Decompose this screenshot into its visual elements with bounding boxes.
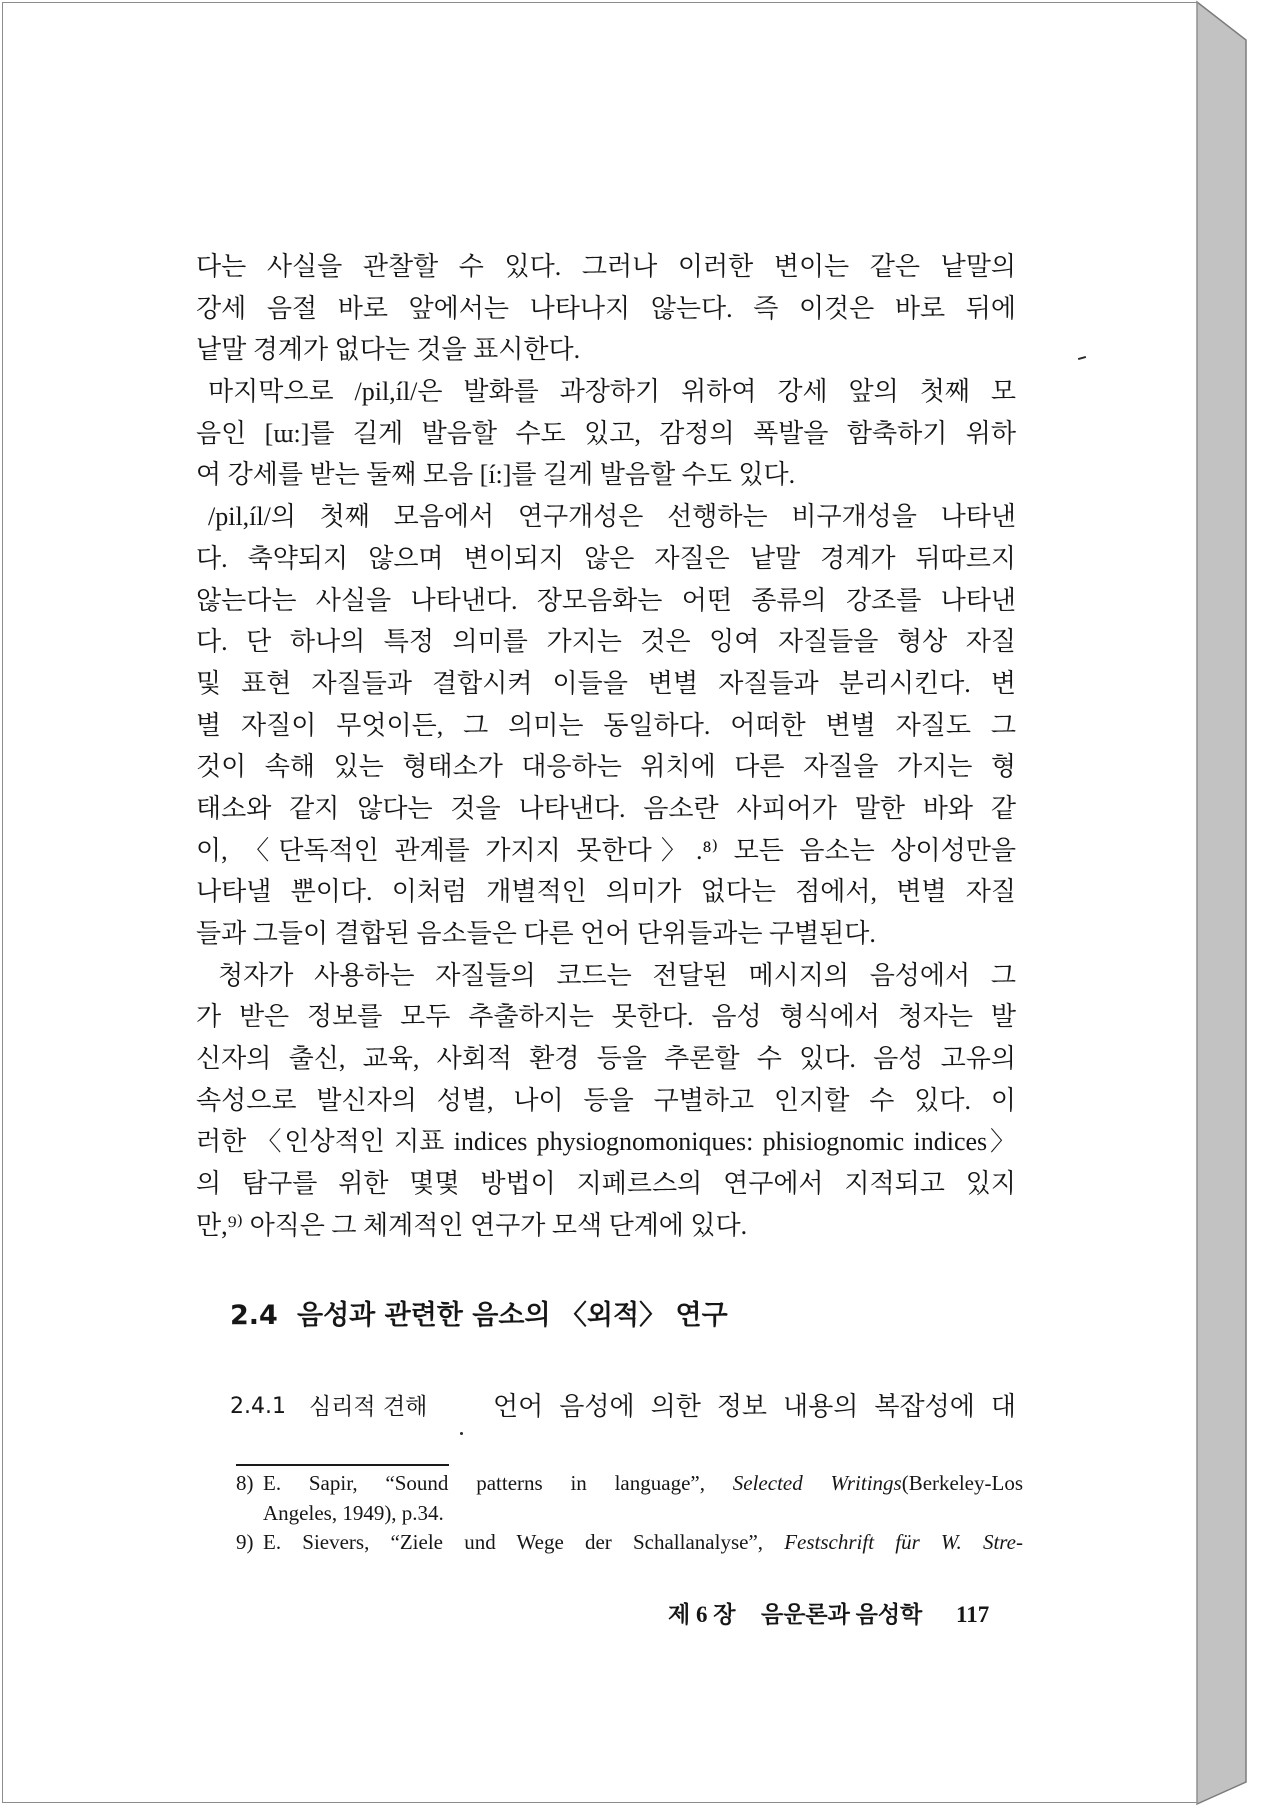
- body-line: 들과 그들이 결합된 음소들은 다른 언어 단위들과는 구별된다.: [196, 919, 876, 948]
- page-number: 117: [956, 1602, 990, 1627]
- section-title: 음성과 관련한 음소의 〈외적〉 연구: [297, 1300, 728, 1331]
- footnote-rule: [236, 1464, 449, 1466]
- subsection-text: 언어 음성에 의한 정보 내용의 복잡성에 대: [493, 1392, 1016, 1421]
- body-line: 러한 〈인상적인 지표 indices physiognomoniques: phisiognomic indices〉: [196, 1127, 1016, 1157]
- body-line: 이, 〈단독적인 관계를 가지지 못한다〉.⁸⁾ 모든 음소는 상이성만을: [196, 835, 1016, 865]
- body-line: /pil,íl/의 첫째 모음에서 연구개성은 선행하는 비구개성을 나타낸: [208, 502, 1016, 532]
- body-line: 태소와 같지 않다는 것을 나타낸다. 음소란 사피어가 말한 바와 같: [196, 793, 1016, 823]
- footnote-line: Angeles, 1949), p.34.: [263, 1500, 444, 1525]
- subsection-number: 2.4.1: [230, 1394, 286, 1419]
- body-line: 음인 [ɯ:]를 길게 발음할 수도 있고, 감정의 폭발을 함축하기 위하: [196, 418, 1016, 448]
- body-line: 마지막으로 /pil,íl/은 발화를 과장하기 위하여 강세 앞의 첫째 모: [208, 377, 1016, 407]
- footnote-text: E. Sievers, “Ziele und Wege der Schallanalyse”,: [263, 1530, 785, 1554]
- body-text: [196, 246, 1016, 1247]
- body-line: 낱말 경계가 없다는 것을 표시한다.: [196, 335, 581, 365]
- footnote-book-title: Selected Writings: [732, 1471, 902, 1495]
- footnote-text: E. Sapir, “Sound patterns in language”,: [263, 1471, 733, 1495]
- body-line: 나타낼 뿐이다. 이처럼 개별적인 의미가 없다는 점에서, 변별 자질: [196, 877, 1016, 907]
- footnote-line: [263, 1528, 1023, 1558]
- section-heading: [230, 1296, 728, 1336]
- body-line: 의 탐구를 위한 몇몇 방법이 지페르스의 연구에서 지적되고 있지: [196, 1169, 1016, 1199]
- body-line: 여 강세를 받는 둘째 모음 [í:]를 길게 발음할 수도 있다.: [196, 460, 796, 490]
- body-line: 다는 사실을 관찰할 수 있다. 그러나 이러한 변이는 같은 낱말의: [196, 252, 1016, 281]
- body-line: 다. 단 하나의 특정 의미를 가지는 것은 잉여 자질들을 형상 자질: [196, 627, 1016, 657]
- footnote-number: 8): [236, 1471, 254, 1495]
- body-line: 청자가 사용하는 자질들의 코드는 전달된 메시지의 음성에서 그: [218, 960, 1016, 990]
- body-line: 및 표현 자질들과 결합시켜 이들을 변별 자질들과 분리시킨다. 변: [196, 668, 1016, 698]
- subsection-title: 심리적 견해: [309, 1394, 428, 1420]
- body-line: 않는다는 사실을 나타낸다. 장모음화는 어떤 종류의 강조를 나타낸: [196, 585, 1016, 615]
- body-line: 가 받은 정보를 모두 추출하지는 못한다. 음성 형식에서 청자는 발: [196, 1002, 1016, 1032]
- body-line: 속성으로 발신자의 성별, 나이 등을 구별하고 인지할 수 있다. 이: [196, 1085, 1016, 1115]
- body-line: 별 자질이 무엇이든, 그 의미는 동일하다. 어떠한 변별 자질도 그: [196, 710, 1016, 740]
- body-line: 신자의 출신, 교육, 사회적 환경 등을 추론할 수 있다. 음성 고유의: [196, 1044, 1016, 1074]
- footer-chapter-title: 음운론과 음성학: [761, 1602, 923, 1627]
- body-line: 만,⁹⁾ 아직은 그 체계적인 연구가 모색 단계에 있다.: [196, 1210, 748, 1240]
- section-number: 2.4: [230, 1300, 278, 1331]
- footnote-text: (Berkeley-Los: [901, 1471, 1023, 1495]
- footnote-book-title: Festschrift für W. Stre-: [784, 1530, 1023, 1554]
- footnote-line: [263, 1469, 1023, 1499]
- scan-speck: [460, 1432, 463, 1435]
- footnote-number: 9): [236, 1530, 254, 1554]
- body-line: 다. 축약되지 않으며 변이되지 않은 자질은 낱말 경계가 뒤따르지: [196, 543, 1016, 573]
- footer-chapter: 제 6 장: [668, 1602, 736, 1627]
- body-line: 것이 속해 있는 형태소가 대응하는 위치에 다른 자질을 가지는 형: [196, 752, 1016, 782]
- body-line: 강세 음절 바로 앞에서는 나타나지 않는다. 즉 이것은 바로 뒤에: [196, 293, 1016, 323]
